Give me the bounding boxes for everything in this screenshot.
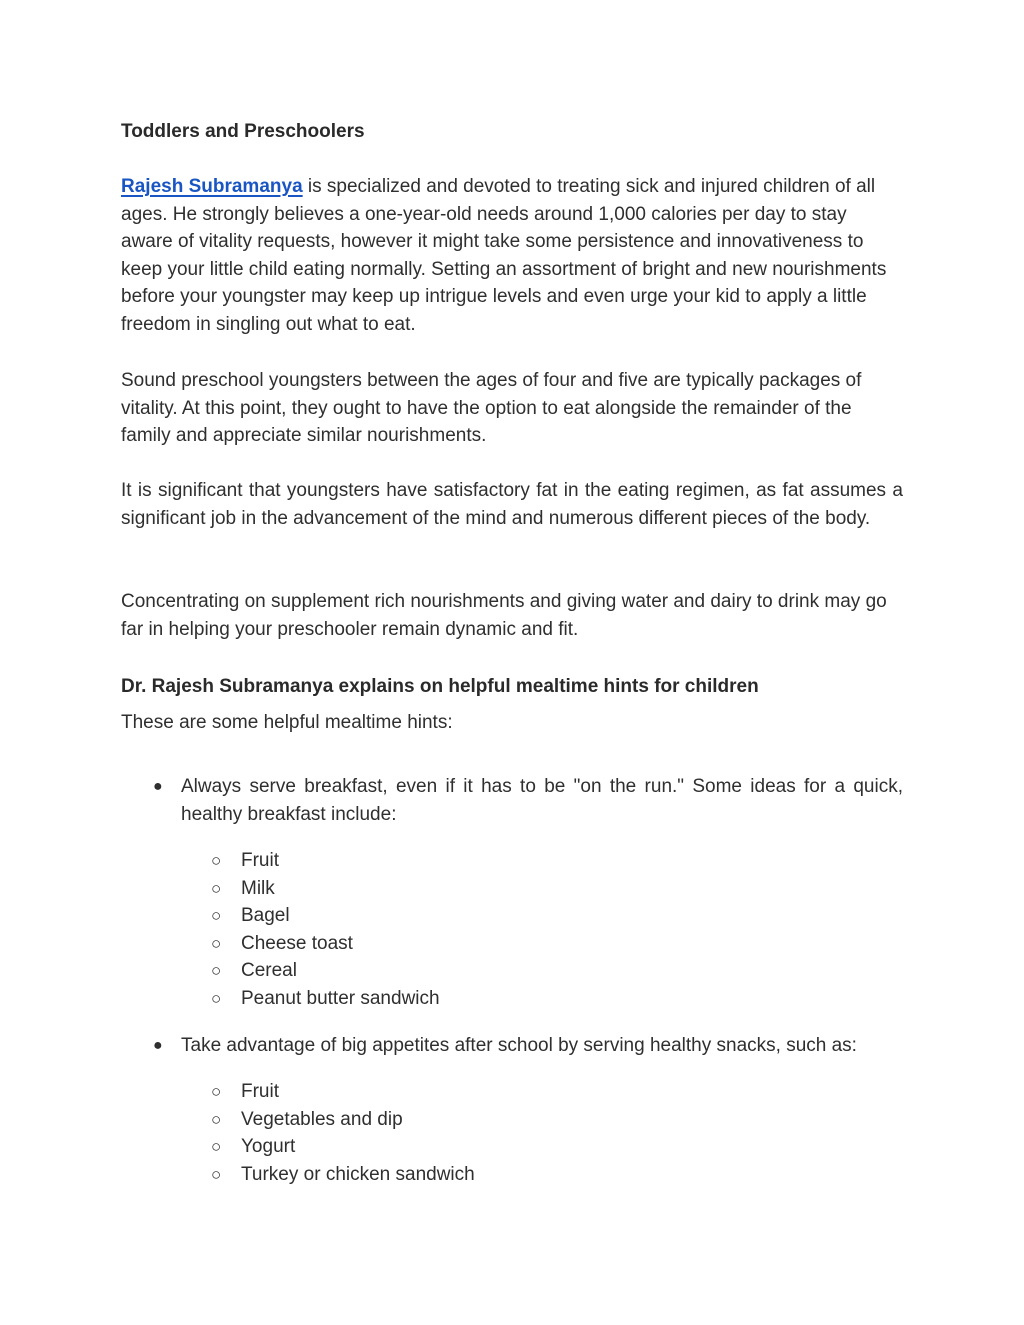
bullet-item-breakfast — [153, 773, 903, 829]
paragraph-preschool: Sound preschool youngsters between the ages of four and five are typically packages of vitality. At this point, they ought to have the option to eat alongside the remainder of the family and appreciate similar nourishments. — [121, 370, 862, 447]
sub-marker: ○ — [211, 906, 222, 926]
sub-marker: ○ — [211, 878, 222, 898]
sub-marker: ○ — [211, 1137, 222, 1157]
author-link[interactable]: Rajesh Subramanya — [121, 176, 303, 197]
section-heading: Dr. Rajesh Subramanya explains on helpful mealtime hints for children — [121, 676, 759, 697]
bullet-marker: ● — [153, 1037, 163, 1054]
sub-marker: ○ — [211, 1164, 222, 1184]
bullet-text: Take advantage of big appetites after school by serving healthy snacks, such as: — [181, 1035, 857, 1056]
sub-marker: ○ — [211, 851, 222, 870]
bullet-marker: ● — [153, 778, 163, 795]
page-title: Toddlers and Preschoolers — [121, 121, 365, 142]
bullet-text: Always serve breakfast, even if it has to be "on the run." Some ideas for a quick, healthy breakfast include: — [181, 776, 903, 825]
sub-marker: ○ — [211, 988, 222, 1008]
intro-paragraph — [121, 173, 903, 339]
sub-marker: ○ — [211, 961, 222, 981]
sub-marker: ○ — [211, 1082, 222, 1101]
sub-marker: ○ — [211, 933, 222, 953]
paragraph-fat: It is significant that youngsters have satisfactory fat in the eating regimen, as fat assumes a significant job in the advancement of the mind and numerous different pieces of the body. — [121, 480, 903, 529]
bullet-item-snacks — [153, 1032, 903, 1060]
paragraph-nutrients: Concentrating on supplement rich nourishments and giving water and dairy to drink may go far in helping your preschooler remain dynamic and fit. — [121, 591, 887, 640]
sub-marker: ○ — [211, 1109, 222, 1129]
intro-text: is specialized and devoted to treating sick and injured children of all ages. He strongly believes a one-year-old needs around 1,000 calories per day to stay aware of vitality requests, however it might take some persistence and innovativeness to keep your little child eating normally. Setting an assortment of bright and new nourishments before your youngster may keep up intrigue levels and even urge your kid to apply a little freedom in singling out what to eat. — [121, 176, 887, 335]
section-intro: These are some helpful mealtime hints: — [121, 712, 453, 733]
